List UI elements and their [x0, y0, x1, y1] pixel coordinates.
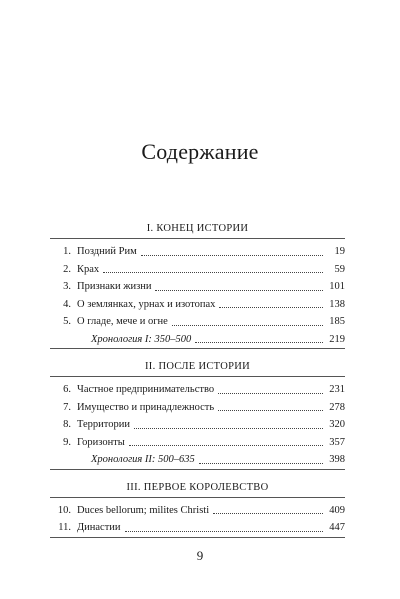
dot-leader	[155, 289, 323, 291]
dot-leader	[218, 392, 323, 394]
section-divider	[50, 469, 345, 470]
entry-page-number: 59	[334, 263, 345, 275]
entry-number: 9.	[63, 436, 71, 448]
entry-title: Хронология I: 350–500	[91, 333, 192, 345]
entry-title: О землянках, урнах и изотопах	[77, 298, 216, 310]
toc-entry	[50, 278, 345, 296]
entry-title: Хронология II: 500–635	[91, 454, 195, 465]
entry-page-number: 447	[329, 522, 345, 533]
entry-title: Династии	[77, 522, 121, 533]
part-title: III. ПЕРВОЕ КОРОЛЕВСТВО	[50, 482, 345, 498]
entry-number: 5.	[63, 316, 71, 327]
entry-title: Duces bellorum; milites Christi	[77, 504, 210, 516]
toc-entry	[50, 381, 345, 399]
entry-page-number: 101	[329, 281, 345, 292]
entry-number: 1.	[63, 246, 71, 257]
dot-leader	[213, 512, 323, 514]
toc-entry	[50, 399, 345, 417]
dot-leader	[103, 271, 323, 273]
entry-title: Поздний Рим	[77, 246, 137, 257]
toc-entry	[50, 296, 345, 314]
toc-entry	[50, 416, 345, 434]
page-title: Содержание	[141, 139, 259, 164]
dot-leader	[172, 324, 323, 326]
dot-leader	[199, 462, 323, 464]
entry-number: 6.	[63, 384, 71, 395]
entry-page-number: 219	[329, 333, 345, 345]
toc-entry	[50, 313, 345, 331]
entry-title: Имущество и принадлежность	[77, 401, 215, 413]
table-of-contents	[50, 223, 345, 550]
entry-page-number: 278	[329, 401, 345, 413]
entry-title: Крах	[77, 263, 100, 275]
section-divider	[50, 348, 345, 349]
entry-page-number: 320	[329, 419, 345, 430]
entry-page-number: 357	[329, 436, 345, 448]
dot-leader	[219, 306, 323, 308]
dot-leader	[125, 530, 323, 532]
part-title: II. ПОСЛЕ ИСТОРИИ	[50, 361, 345, 377]
toc-part	[50, 482, 345, 538]
entry-title: Горизонты	[77, 436, 125, 448]
entry-number: 7.	[63, 401, 71, 413]
toc-entry	[50, 519, 345, 537]
entry-page-number: 185	[329, 316, 345, 327]
dot-leader	[129, 444, 323, 446]
section-divider	[50, 537, 345, 538]
toc-part	[50, 223, 345, 349]
toc-entry	[50, 261, 345, 279]
entry-number: 8.	[63, 419, 71, 430]
toc-chronology-entry	[50, 451, 345, 469]
toc-chronology-entry	[50, 331, 345, 349]
entry-title: Территории	[77, 419, 130, 430]
entry-number: 11.	[58, 522, 71, 533]
entry-number: 3.	[63, 281, 71, 292]
toc-entry	[50, 243, 345, 261]
entry-page-number: 409	[329, 504, 345, 516]
entry-page-number: 398	[329, 454, 345, 465]
toc-part	[50, 361, 345, 470]
toc-entry	[50, 502, 345, 520]
entry-title: Частное предпринимательство	[77, 384, 215, 395]
entry-title: Признаки жизни	[77, 281, 152, 292]
entry-number: 10.	[57, 504, 71, 516]
entry-number: 2.	[63, 263, 71, 275]
dot-leader	[218, 409, 323, 411]
entry-page-number: 19	[334, 246, 345, 257]
dot-leader	[134, 427, 323, 429]
entry-title: О гладе, мече и огне	[77, 316, 168, 327]
entry-number: 4.	[63, 298, 71, 310]
entry-page-number: 231	[329, 384, 345, 395]
toc-entry	[50, 434, 345, 452]
part-title: I. КОНЕЦ ИСТОРИИ	[50, 223, 345, 239]
page-number: 9	[196, 548, 204, 563]
dot-leader	[141, 254, 323, 256]
entry-page-number: 138	[329, 298, 345, 310]
dot-leader	[195, 341, 323, 343]
